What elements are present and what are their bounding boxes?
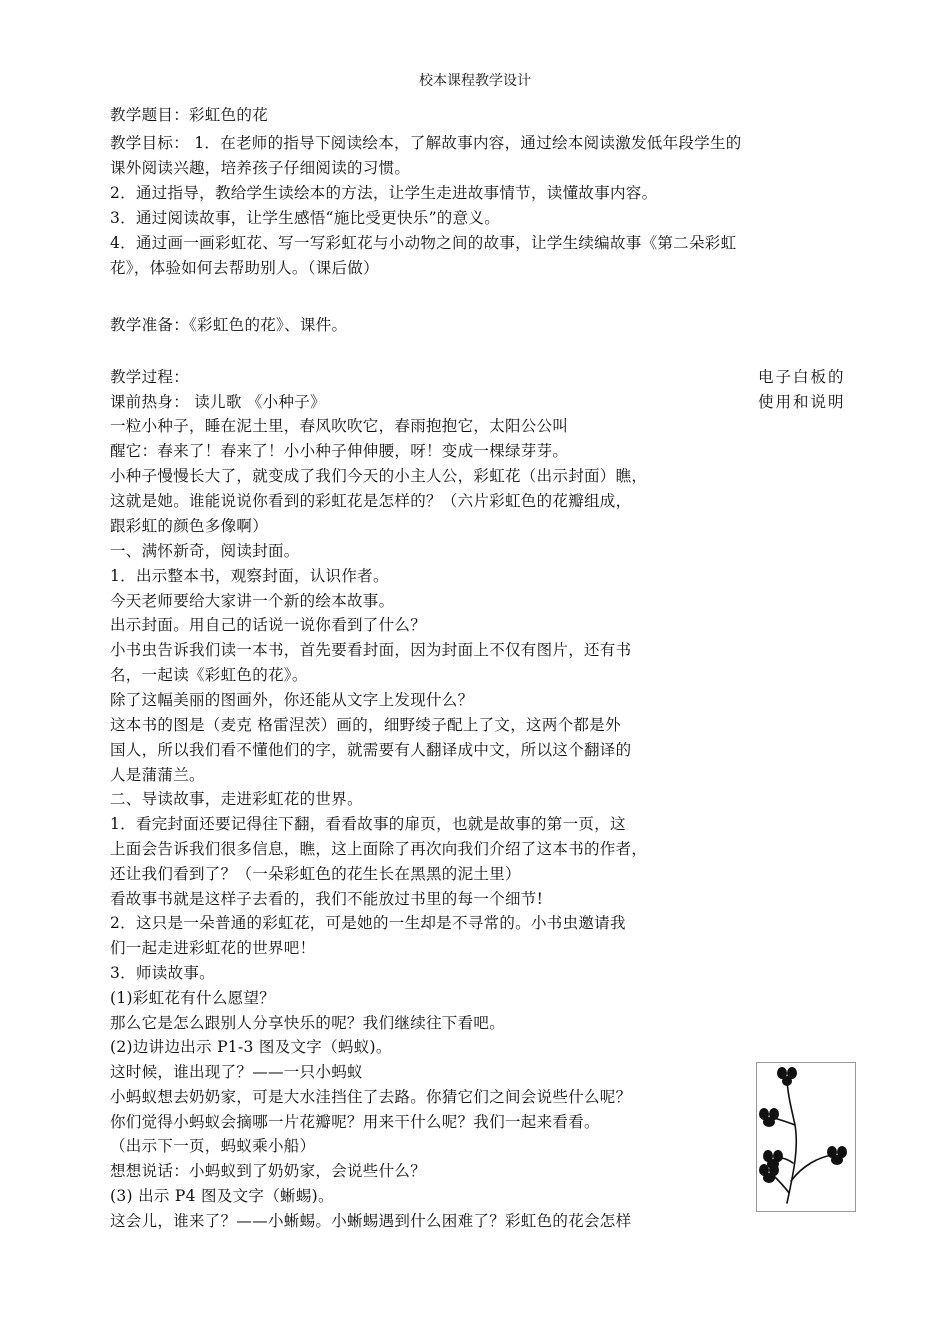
clover-flower-image xyxy=(756,1062,856,1212)
text-line: 2．这只是一朵普通的彩虹花，可是她的一生却是不寻常的。小书虫邀请我 xyxy=(110,914,626,932)
text-line: 看故事书就是这样子去看的，我们不能放过书里的每一个细节! xyxy=(110,890,544,908)
text-line: 这本书的图是（麦克 格雷涅茨）画的，细野绫子配上了文，这两个都是外 xyxy=(110,716,621,734)
clover-flower-drawing xyxy=(757,1063,855,1211)
text-line: 国人，所以我们看不懂他们的字，就需要有人翻译成中文，所以这个翻译的 xyxy=(110,741,632,759)
text-line: 小书虫告诉我们读一本书，首先要看封面，因为封面上不仅有图片，还有书 xyxy=(110,641,632,659)
text-line: （出示下一页，蚂蚁乘小船） xyxy=(110,1137,316,1155)
process-heading: 教学过程： xyxy=(110,368,190,386)
lesson-title: 教学题目：彩虹色的花 xyxy=(110,106,269,124)
text-line: (3) 出示 P4 图及文字（蜥蜴)。 xyxy=(110,1187,334,1205)
text-line: 小种子慢慢长大了，就变成了我们今天的小主人公，彩虹花（出示封面）瞧， xyxy=(110,467,648,485)
preparation: 教学准备：《彩虹色的花》、课件。 xyxy=(110,316,348,334)
text-line: 那么它是怎么跟别人分享快乐的呢？我们继续往下看吧。 xyxy=(110,1014,506,1032)
objective-4: 4．通过画一画彩虹花、写一写彩虹花与小动物之间的故事，让学生续编故事《第二朵彩虹 xyxy=(110,234,737,252)
text-line: 上面会告诉我们很多信息，瞧，这上面除了再次向我们介绍了这本书的作者， xyxy=(110,840,648,858)
text-line: 除了这幅美丽的图画外，你还能从文字上发现什么？ xyxy=(110,691,474,709)
text-line: 还让我们看到了？（一朵彩虹色的花生长在黑黑的泥土里） xyxy=(110,865,521,883)
text-line: 这时候，谁出现了？——一只小蚂蚁 xyxy=(110,1063,363,1081)
text-line: 跟彩虹的颜色多像啊） xyxy=(110,517,269,535)
text-line: 想想说话：小蚂蚁到了奶奶家，会说些什么？ xyxy=(110,1162,427,1180)
text-line: 这会儿，谁来了？——小蜥蜴。小蜥蜴遇到什么困难了？彩虹色的花会怎样 xyxy=(110,1212,632,1230)
text-line: 出示封面。用自己的话说一说你看到了什么？ xyxy=(110,616,427,634)
text-line: 名，一起读《彩虹色的花》。 xyxy=(110,666,308,684)
text-line: 小蚂蚁想去奶奶家，可是大水洼挡住了去路。你猜它们之间会说些什么呢？ xyxy=(110,1088,632,1106)
text-line: 1．看完封面还要记得往下翻，看看故事的扉页，也就是故事的第一页，这 xyxy=(110,815,626,833)
text-line: 3．师读故事。 xyxy=(110,964,215,982)
poem-line-2: 醒它：春来了！春来了！小小种子伸伸腰，呀！变成一棵绿芽芽。 xyxy=(110,442,569,460)
objective-4-cont: 花》，体验如何去帮助别人。（课后做） xyxy=(110,259,379,277)
text-line: 们一起走进彩虹花的世界吧！ xyxy=(110,939,316,957)
text-line: 1．出示整本书，观察封面，认识作者。 xyxy=(110,567,389,585)
side-note-line-1: 电子白板的 xyxy=(758,368,846,386)
section-heading-1: 一、满怀新奇，阅读封面。 xyxy=(110,542,300,560)
text-line: 今天老师要给大家讲一个新的绘本故事。 xyxy=(110,592,395,610)
section-heading-2: 二、导读故事，走进彩虹花的世界。 xyxy=(110,790,363,808)
side-note-line-2: 使用和说明 xyxy=(758,393,846,411)
document-title: 校本课程教学设计 xyxy=(419,73,531,89)
text-line: 人是蒲蒲兰。 xyxy=(110,766,205,784)
objective-1: 教学目标： 1．在老师的指导下阅读绘本，了解故事内容，通过绘本阅读激发低年段学生的 xyxy=(110,134,742,152)
text-line: 这就是她。谁能说说你看到的彩虹花是怎样的？（六片彩虹色的花瓣组成， xyxy=(110,492,632,510)
objective-1-cont: 课外阅读兴趣，培养孩子仔细阅读的习惯。 xyxy=(110,159,411,177)
warmup: 课前热身： 读儿歌 《小种子》 xyxy=(110,393,326,411)
text-line: 你们觉得小蚂蚁会摘哪一片花瓣呢？用来干什么呢？我们一起来看看。 xyxy=(110,1113,600,1131)
poem-line-1: 一粒小种子，睡在泥土里，春风吹吹它，春雨抱抱它，太阳公公叫 xyxy=(110,417,569,435)
text-line: (2)边讲边出示 P1-3 图及文字（蚂蚁)。 xyxy=(110,1038,392,1056)
text-line: (1)彩虹花有什么愿望？ xyxy=(110,989,276,1007)
objective-3: 3．通过阅读故事，让学生感悟“施比受更快乐”的意义。 xyxy=(110,209,501,227)
objective-2: 2．通过指导，教给学生读绘本的方法，让学生走进故事情节，读懂故事内容。 xyxy=(110,184,658,202)
